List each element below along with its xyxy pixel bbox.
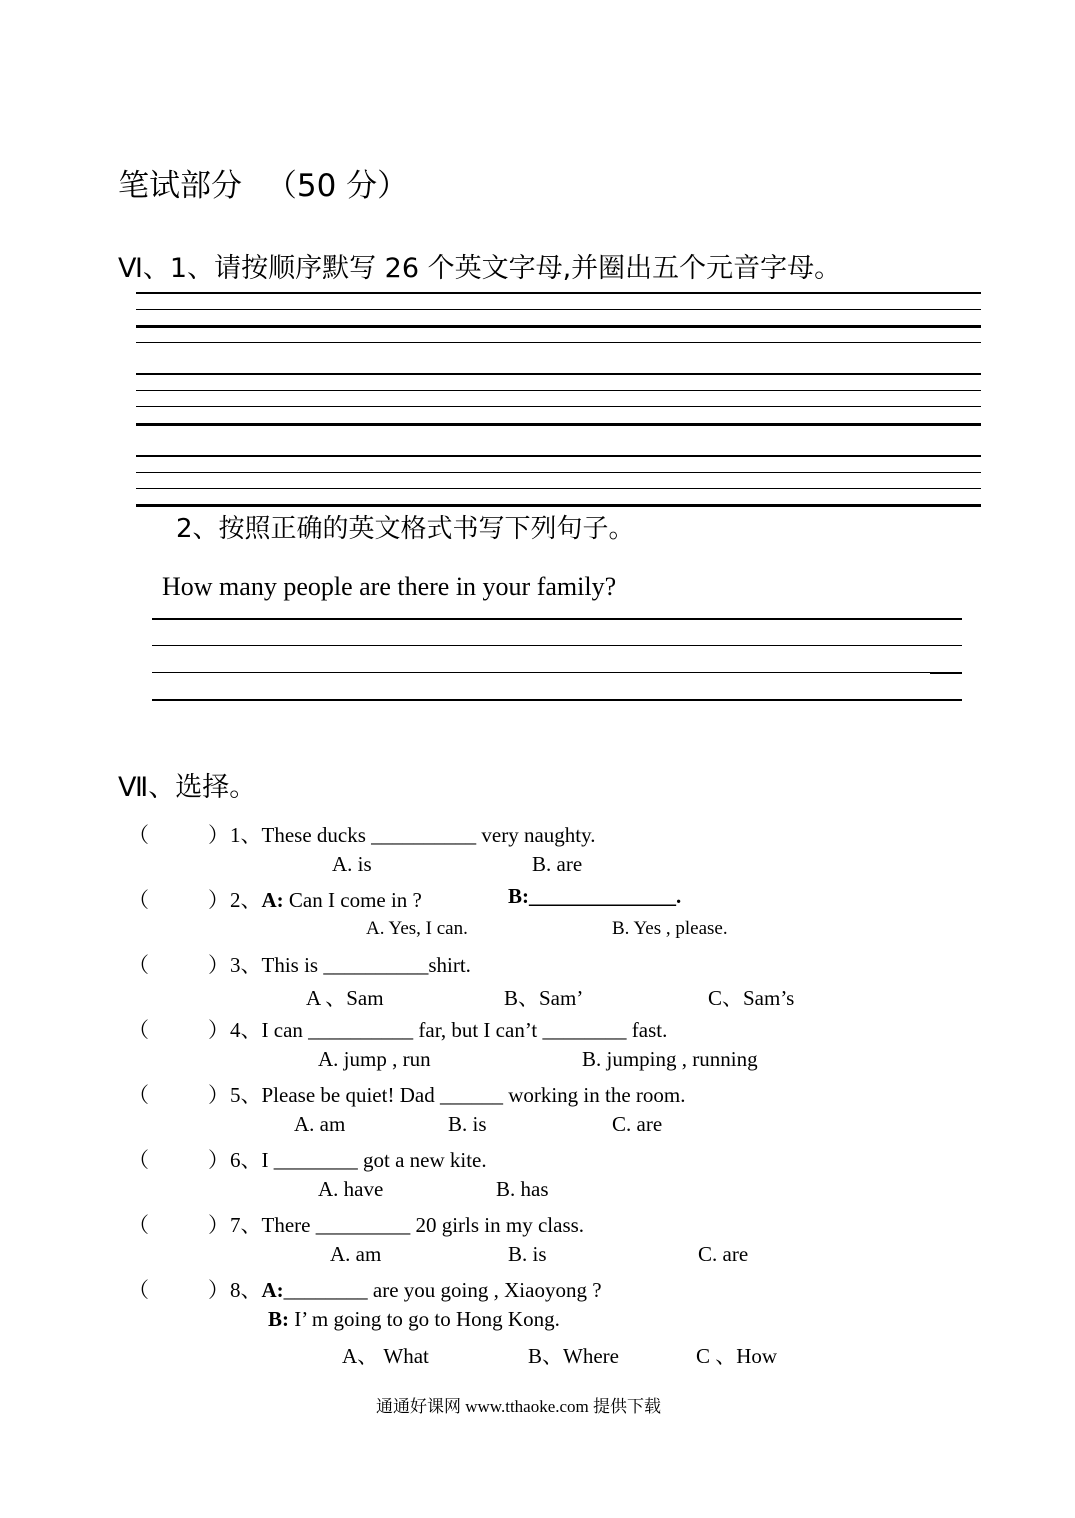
question-text: 3、This is __________shirt. (230, 953, 471, 977)
option-a: A. Yes, I can. (366, 918, 468, 939)
option-b: B. jumping , running (582, 1047, 758, 1071)
option-c: C、Sam’s (708, 986, 795, 1010)
answer-paren-close: ） (208, 1278, 229, 1302)
reply-text (268, 1307, 560, 1332)
answer-paren-open: （ (128, 1278, 149, 1302)
speaker-b-label: B: (508, 884, 529, 908)
answer-paren-open: （ (128, 823, 149, 847)
answer-paren-close: ） (208, 1213, 229, 1237)
option-b: B. is (448, 1112, 487, 1136)
score-text: （50 分） (265, 168, 409, 204)
option-b: B. is (508, 1242, 547, 1266)
option-b: B. are (532, 852, 583, 876)
option-b: B. Yes , please. (612, 918, 728, 939)
answer-paren-close: ） (208, 888, 229, 912)
option-a: A. jump , run (318, 1047, 431, 1071)
answer-paren-open: （ (128, 1213, 149, 1237)
answer-paren-open: （ (128, 953, 149, 977)
speaker-b-text: I’ m going to go to Hong Kong. (289, 1307, 560, 1331)
title-text: 笔试部分 (118, 168, 242, 204)
answer-blank (508, 884, 681, 909)
question-text: 6、I ________ got a new kite. (230, 1148, 487, 1172)
option-b: B、Where (528, 1344, 619, 1368)
speaker-a-label: A: (261, 1278, 284, 1302)
question-text: 7、There _________ 20 girls in my class. (230, 1213, 585, 1237)
option-c: C 、How (696, 1344, 778, 1368)
option-c: C. are (698, 1242, 749, 1266)
question-text: 4、I can __________ far, but I can’t ________ fast. (230, 1018, 668, 1042)
option-a: A 、Sam (306, 986, 384, 1010)
copy-sentence: How many people are there in your family? (162, 572, 617, 601)
option-a: A、 What (342, 1344, 429, 1368)
option-a: A. am (294, 1112, 346, 1136)
page-title (118, 160, 408, 205)
question-text: 5、Please be quiet! Dad ______ working in the room. (230, 1083, 686, 1107)
section-6-heading: Ⅵ、1、请按顺序默写 26 个英文字母,并圈出五个元音字母。 (118, 253, 842, 284)
question-text (230, 1274, 602, 1304)
option-c: C. are (612, 1112, 663, 1136)
speaker-b-label: B: (268, 1307, 289, 1331)
answer-paren-open: （ (128, 1148, 149, 1172)
speaker-a-text: ________ are you going , Xiaoyong ? (283, 1278, 602, 1302)
option-a: A. am (330, 1242, 382, 1266)
answer-paren-close: ） (208, 1018, 229, 1042)
option-b: B. has (496, 1177, 549, 1201)
question-text: 1、These ducks __________ very naughty. (230, 823, 596, 847)
section-6-part-2-heading: 2、按照正确的英文格式书写下列句子。 (176, 514, 635, 544)
footer-credit: 通通好课网 www.tthaoke.com 提供下载 (376, 1397, 662, 1416)
option-a: A. have (318, 1177, 384, 1201)
answer-paren-close: ） (208, 1148, 229, 1172)
question-number: 8、 (230, 1278, 262, 1302)
answer-paren-close: ） (208, 953, 229, 977)
option-b: B、Sam’ (504, 986, 584, 1010)
answer-paren-open: （ (128, 888, 149, 912)
answer-paren-close: ） (208, 823, 229, 847)
answer-paren-close: ） (208, 1083, 229, 1107)
question-text (230, 884, 422, 914)
speaker-a-text: Can I come in ? (283, 888, 422, 912)
answer-paren-open: （ (128, 1083, 149, 1107)
section-7-heading: Ⅶ、选择。 (118, 772, 257, 803)
speaker-a-label: A: (261, 888, 284, 912)
question-number: 2、 (230, 888, 262, 912)
speaker-b-blank: ______________. (529, 884, 682, 908)
answer-paren-open: （ (128, 1018, 149, 1042)
option-a: A. is (332, 852, 372, 876)
